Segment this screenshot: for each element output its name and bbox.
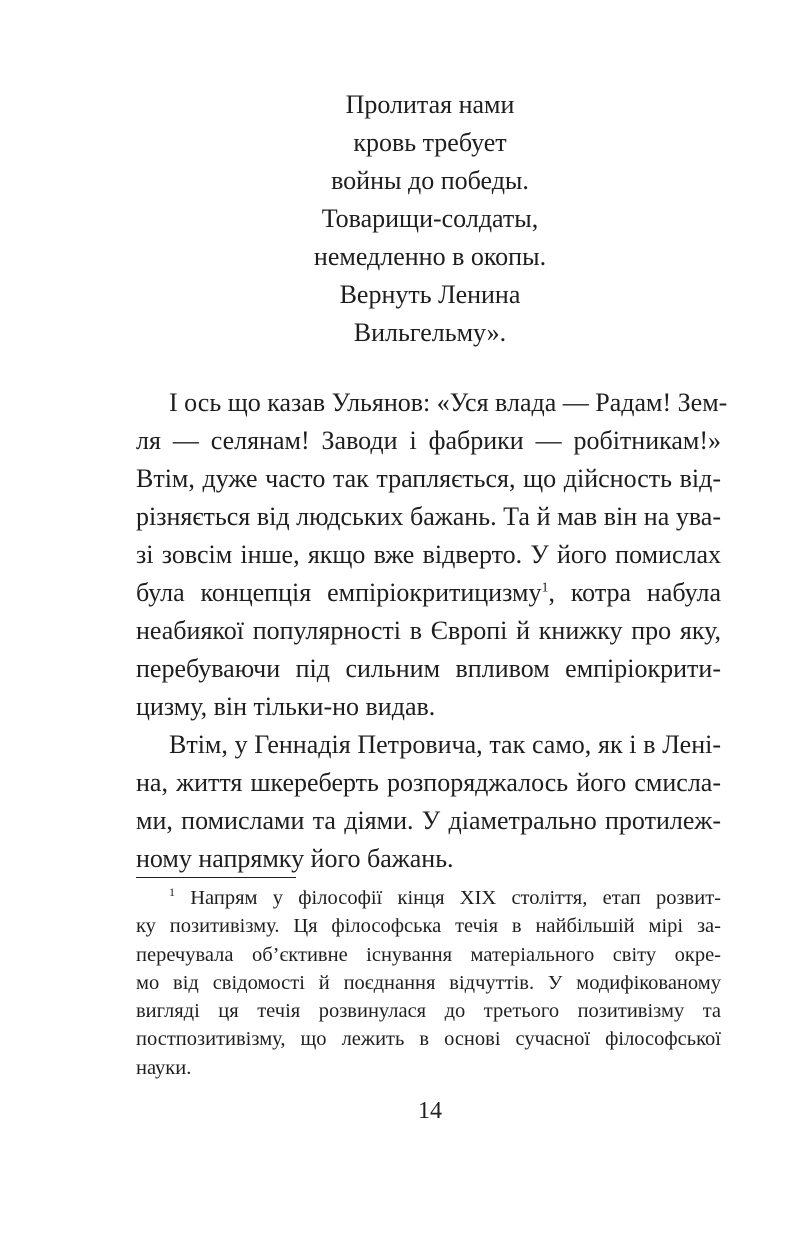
verse-line: Пролитая нами [345,90,515,119]
page-number: 14 [418,1098,442,1124]
footnote-separator [136,877,296,878]
footnote-line: вигляді ця течія розвинулася до третього позитивізму та [136,1000,721,1023]
footnote-line [136,884,721,912]
text-line: ми, помислами та діями. У діаметрально протилеж- [136,806,721,835]
footnote [136,884,721,1082]
paragraph-2 [136,726,721,878]
verse-line: Вернуть Ленина [339,280,521,309]
verse-line: немедленно в окопы. [313,242,547,271]
text-line: на, життя шкереберть розпоряджалось його смисла- [136,768,721,797]
text-line: І ось що казав Ульянов: «Уся влада — Радам! Зем- [169,388,728,417]
verse-line: Вильгельму». [353,318,507,347]
text-line: Втім, у Геннадія Петровича, так само, як і в Лені- [169,730,721,759]
text-fragment: була концепція емпіріокритицизму [136,578,542,607]
footnote-marker: 1 [169,885,175,900]
text-line: різняється від людських бажань. Та й мав він на ува- [136,502,721,531]
footnote-line: перечувала об’єктивне існування матеріального світу окре- [136,943,721,966]
verse-block [0,86,798,352]
verse-line: Товарищи-солдаты, [321,204,539,233]
text-line: ному напрямку його бажань. [136,844,454,873]
text-line-with-footnote-ref [136,574,721,612]
text-fragment: , котра набула [548,578,721,607]
footnote-line: постпозитивізму, що лежить в основі сучасної філософської [136,1028,721,1051]
text-line: неабиякої популярності в Європі й книжку про яку, [136,616,721,645]
verse-line: кровь требует [353,128,507,157]
footnote-line: ку позитивізму. Ця філософська течія в найбільшій мірі за- [136,915,721,938]
footnote-reference[interactable]: 1 [541,580,549,596]
paragraph-1 [136,384,728,726]
body-text [136,384,728,878]
footnote-line: мо від свідомості й поєднання відчуттів. У модифікованому [136,971,721,994]
text-line: ля — селянам! Заводи і фабрики — робітникам!» [136,426,721,455]
footnote-line: науки. [136,1056,192,1079]
text-line: зі зовсім інше, якщо вже відверто. У його помислах [136,540,721,569]
text-line: Втім, дуже часто так трапляється, що дійсность від- [136,464,721,493]
text-line: перебуваючи під сильним впливом емпіріокрити- [136,654,721,683]
text-line: цизму, він тільки-но видав. [136,692,436,721]
verse-line: войны до победы. [331,166,529,195]
text-fragment: Напрям у філософії кінця XIX століття, етап розвит- [175,887,721,909]
